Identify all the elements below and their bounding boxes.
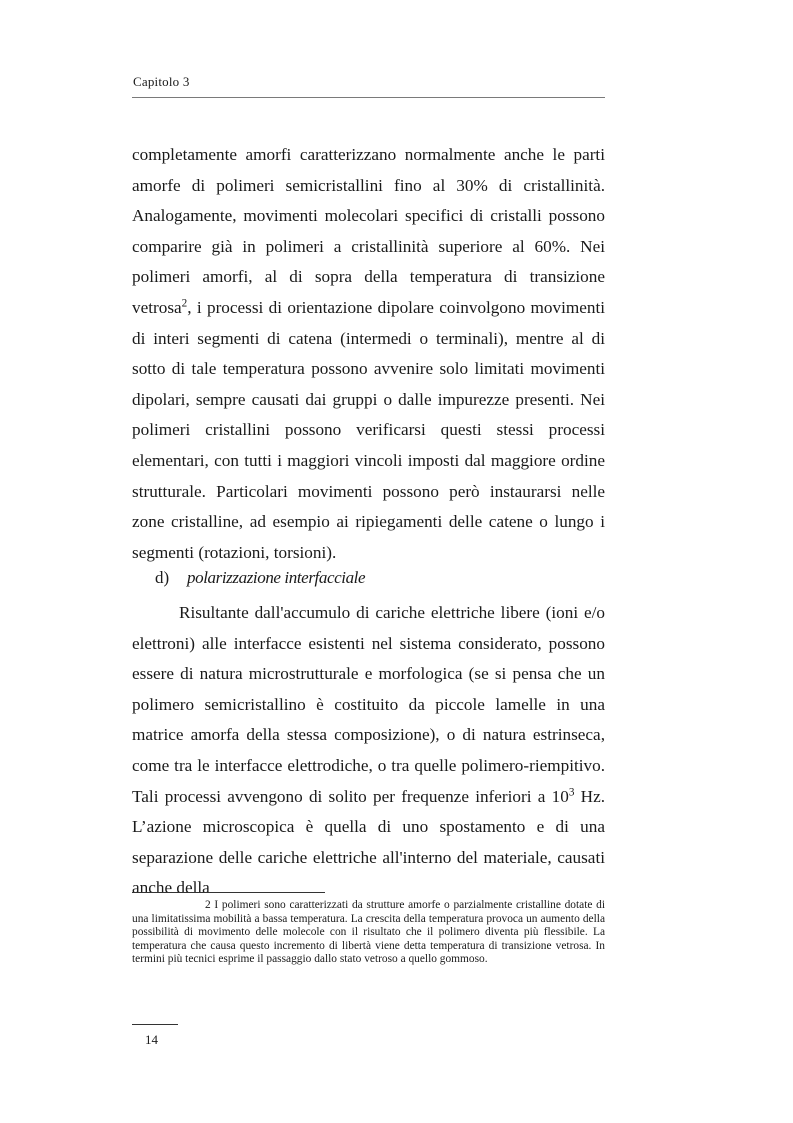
paragraph-2-text: Risultante dall'accumulo di cariche elettriche libere (ioni e/o elettroni) alle interfacce esistenti nel sistema considerato, possono essere di natura microstrutturale e morfologica (se si pensa che un polimero semicristallino è costituito da piccole lamelle in una matrice amorfa della stessa composizione), o di natura estrinseca, come tra le interfacce elettrodiche, o tra quelle polimero-riempitivo. Tali processi avvengono di solito per frequenze inferiori a 10	[132, 603, 605, 806]
running-header: Capitolo 3	[133, 74, 190, 89]
paragraph-2-text-after: Hz. L’azione microscopica è quella di uno spostamento e di una separazione delle cariche elettriche all'interno del materiale, causati anche della	[132, 786, 605, 898]
footnote: 2 I polimeri sono caratterizzati da strutture amorfe o parzialmente cristalline dotate di una limitatissima mobilità a bassa temperatura. La crescita della temperatura provoca un aumento della possibilità di movimento delle molecole con il risultato che il polimero diventa più flessibile. La temperatura che causa questo incremento di libertà viene detta temperatura di transizione vetrosa. In termini più tecnici esprime il passaggio dallo stato vetroso a quello gommoso.	[132, 899, 605, 965]
footnote-rule	[132, 892, 325, 893]
paragraph-1-text: completamente amorfi caratterizzano normalmente anche le parti amorfe di polimeri semicristallini fino al 30% di cristallinità. Analogamente, movimenti molecolari specifici di cristalli possono comparire già in polimeri a cristallinità superiore al 60%. Nei polimeri amorfi, al di sopra della temperatura di transizione vetrosa	[132, 145, 605, 317]
frequency-exponent: 3	[568, 785, 575, 798]
body-paragraph-1	[132, 140, 605, 568]
footnote-reference[interactable]: 2	[181, 297, 188, 310]
section-title: polarizzazione interfacciale	[187, 568, 366, 587]
page-number: 14	[145, 1032, 158, 1047]
paragraph-1-text-after: , i processi di orientazione dipolare coinvolgono movimenti di interi segmenti di catena (intermedi o terminali), mentre al di sotto di tale temperatura possono avvenire solo limitati movimenti dipolari, sempre causati dai gruppi o dalle impurezze presenti. Nei polimeri cristallini possono verificarsi questi stessi processi elementari, con tutti i maggiori vincoli imposti dal maggiore ordine strutturale. Particolari movimenti possono però instaurarsi nelle zone cristalline, ad esempio ai ripiegamenti delle catene o lungo i segmenti (rotazioni, torsioni).	[132, 297, 605, 562]
body-paragraph-2	[132, 598, 605, 904]
section-letter: d)	[155, 568, 170, 587]
page-number-rule	[132, 1024, 178, 1025]
section-heading	[155, 568, 365, 588]
header-rule	[132, 97, 605, 98]
